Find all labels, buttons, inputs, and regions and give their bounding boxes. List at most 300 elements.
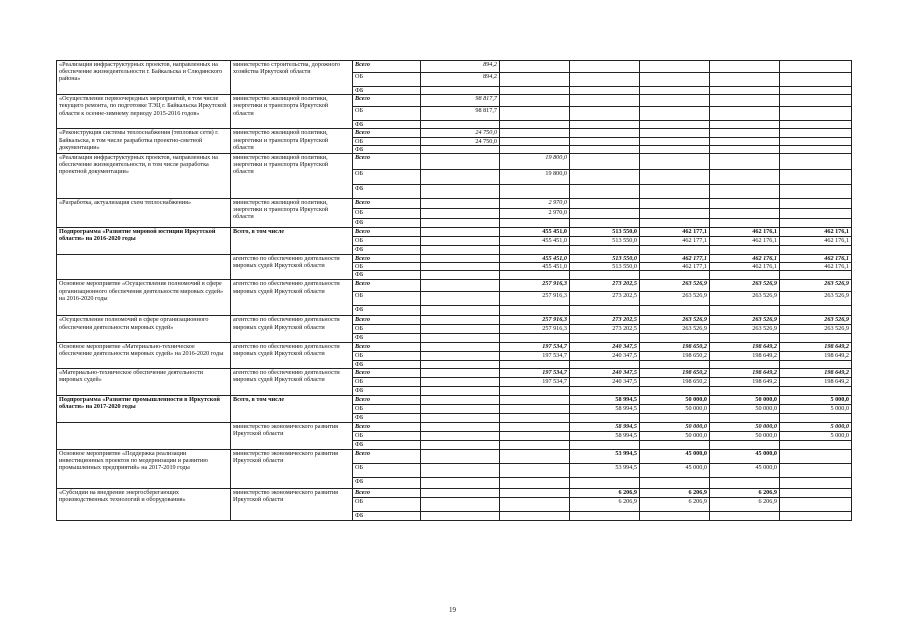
- amount-cell: [421, 154, 500, 170]
- funding-source-cell: Всего: [353, 342, 421, 351]
- amount-cell: [710, 145, 780, 153]
- amount-cell: 6 206,9: [710, 497, 780, 511]
- funding-source-cell: ОБ: [353, 377, 421, 386]
- funding-source-cell: Всего: [353, 199, 421, 209]
- amount-cell: [780, 209, 852, 219]
- event-name-cell: «Разработка, актуализация схем теплоснабжения»: [57, 199, 231, 228]
- amount-cell: 53 994,5: [570, 449, 640, 463]
- amount-cell: [421, 497, 500, 511]
- executor-cell: министерство жилищной политики, энергетики и транспорта Иркутской области: [231, 95, 353, 129]
- funding-source-cell: ОБ: [353, 73, 421, 87]
- amount-cell: [500, 431, 570, 440]
- amount-cell: [570, 61, 640, 73]
- amount-cell: [710, 477, 780, 488]
- event-name-cell: «Субсидии на внедрение энергосберегающих производственных технологий и оборудования»: [57, 488, 231, 520]
- funding-source-cell: Всего: [353, 95, 421, 107]
- amount-cell: [421, 377, 500, 386]
- amount-cell: [500, 497, 570, 511]
- amount-cell: [500, 395, 570, 404]
- amount-cell: [421, 351, 500, 360]
- amount-cell: 58 994,5: [570, 395, 640, 404]
- amount-cell: 263 526,9: [780, 316, 852, 325]
- amount-cell: [500, 246, 570, 255]
- event-name-cell: Основное мероприятие «Осуществление полномочий в сфере организационного обеспечения деятельности мировых судей» на 2016-2020 годы: [57, 280, 231, 316]
- event-name-cell: «Реализация инфраструктурных проектов, направленных на обеспечение жизнедеятельности г. Байкальска и Слюдянского района»: [57, 61, 231, 95]
- amount-cell: 263 526,9: [640, 325, 710, 334]
- amount-cell: [710, 129, 780, 137]
- amount-cell: [640, 170, 710, 185]
- executor-cell: министерство жилищной политики, энергетики и транспорта Иркутской области: [231, 129, 353, 154]
- amount-cell: [421, 237, 500, 246]
- amount-cell: [421, 316, 500, 325]
- amount-cell: 198 649,2: [710, 351, 780, 360]
- amount-cell: [500, 219, 570, 228]
- amount-cell: [500, 73, 570, 87]
- amount-cell: 198 650,2: [640, 377, 710, 386]
- amount-cell: [780, 306, 852, 316]
- table-row: [57, 316, 852, 325]
- executor-cell: министерство экономического развития Иркутской области: [231, 422, 353, 449]
- amount-cell: [421, 440, 500, 449]
- amount-cell: 50 000,0: [640, 395, 710, 404]
- amount-cell: 2 970,0: [500, 209, 570, 219]
- amount-cell: 45 000,0: [710, 463, 780, 477]
- amount-cell: 513 550,0: [570, 237, 640, 246]
- amount-cell: 45 000,0: [640, 449, 710, 463]
- event-name-cell: Основное мероприятие «Поддержка реализации инвестиционных проектов по модернизации и развитию промышленных предприятий» на 2017-2019 годы: [57, 449, 231, 488]
- amount-cell: [710, 219, 780, 228]
- amount-cell: [421, 368, 500, 377]
- amount-cell: 240 347,5: [570, 351, 640, 360]
- funding-source-cell: ОБ: [353, 431, 421, 440]
- funding-source-cell: Всего: [353, 488, 421, 497]
- amount-cell: [570, 95, 640, 107]
- amount-cell: 462 177,1: [640, 228, 710, 237]
- amount-cell: [500, 121, 570, 129]
- funding-source-cell: ФБ: [353, 306, 421, 316]
- amount-cell: [570, 246, 640, 255]
- amount-cell: [421, 342, 500, 351]
- amount-cell: 50 000,0: [710, 431, 780, 440]
- funding-source-cell: ОБ: [353, 263, 421, 271]
- amount-cell: [780, 87, 852, 95]
- amount-cell: [500, 95, 570, 107]
- amount-cell: [710, 334, 780, 342]
- amount-cell: [570, 199, 640, 209]
- amount-cell: 19 800,0: [500, 170, 570, 185]
- executor-cell: министерство экономического развития Иркутской области: [231, 449, 353, 488]
- amount-cell: 6 206,9: [570, 488, 640, 497]
- funding-source-cell: Всего: [353, 154, 421, 170]
- amount-cell: [500, 145, 570, 153]
- amount-cell: 50 000,0: [640, 431, 710, 440]
- amount-cell: [710, 360, 780, 368]
- amount-cell: 98 817,7: [421, 95, 500, 107]
- amount-cell: [780, 61, 852, 73]
- amount-cell: 5 000,0: [780, 404, 852, 413]
- event-name-cell: «Реализация инфраструктурных проектов, направленных на обеспечение жизнедеятельности, в том числе разработка проектной документации»: [57, 154, 231, 199]
- amount-cell: [500, 107, 570, 121]
- amount-cell: [500, 87, 570, 95]
- amount-cell: [500, 463, 570, 477]
- amount-cell: [570, 121, 640, 129]
- funding-source-cell: ФБ: [353, 121, 421, 129]
- amount-cell: [500, 306, 570, 316]
- funding-source-cell: Всего: [353, 61, 421, 73]
- amount-cell: [421, 292, 500, 306]
- amount-cell: [780, 154, 852, 170]
- table-row: [57, 199, 852, 209]
- amount-cell: [640, 413, 710, 422]
- amount-cell: [421, 280, 500, 292]
- amount-cell: [500, 271, 570, 280]
- amount-cell: [640, 477, 710, 488]
- table-row: [57, 342, 852, 351]
- amount-cell: 513 550,0: [570, 228, 640, 237]
- event-name-cell: «Осуществление первоочередных мероприятий, в том числе текущего ремонта, по подготовке ТЭЦ г. Байкальска Иркутской области к осенне-зимнему периоду 2015-2016 годов»: [57, 95, 231, 129]
- amount-cell: [710, 246, 780, 255]
- funding-source-cell: ФБ: [353, 87, 421, 95]
- funding-source-cell: Всего: [353, 422, 421, 431]
- executor-cell: Всего, в том числе: [231, 228, 353, 255]
- funding-source-cell: ФБ: [353, 271, 421, 280]
- amount-cell: 197 534,7: [500, 377, 570, 386]
- funding-source-cell: Всего: [353, 228, 421, 237]
- amount-cell: 198 650,2: [640, 368, 710, 377]
- amount-cell: [421, 422, 500, 431]
- amount-cell: [421, 199, 500, 209]
- amount-cell: [640, 61, 710, 73]
- amount-cell: 455 451,0: [500, 237, 570, 246]
- funding-source-cell: ОБ: [353, 107, 421, 121]
- amount-cell: [500, 61, 570, 73]
- amount-cell: [570, 137, 640, 145]
- amount-cell: 894,2: [421, 73, 500, 87]
- amount-cell: [421, 360, 500, 368]
- amount-cell: 513 550,0: [570, 263, 640, 271]
- amount-cell: [640, 73, 710, 87]
- amount-cell: [421, 228, 500, 237]
- amount-cell: [780, 386, 852, 395]
- amount-cell: [710, 107, 780, 121]
- amount-cell: 273 202,5: [570, 280, 640, 292]
- amount-cell: 197 534,7: [500, 368, 570, 377]
- amount-cell: [780, 334, 852, 342]
- executor-cell: министерство жилищной политики, энергетики и транспорта Иркутской области: [231, 199, 353, 228]
- amount-cell: 462 176,1: [780, 263, 852, 271]
- amount-cell: 263 526,9: [710, 325, 780, 334]
- amount-cell: 240 347,5: [570, 368, 640, 377]
- amount-cell: [710, 137, 780, 145]
- amount-cell: [640, 145, 710, 153]
- event-name-cell: Подпрограмма «Развитие промышленности в Иркутской области» на 2017-2020 годы: [57, 395, 231, 422]
- amount-cell: 455 451,0: [500, 228, 570, 237]
- amount-cell: [640, 360, 710, 368]
- amount-cell: 50 000,0: [710, 395, 780, 404]
- amount-cell: [500, 413, 570, 422]
- amount-cell: [710, 413, 780, 422]
- amount-cell: [780, 107, 852, 121]
- page-number: 19: [449, 606, 456, 614]
- amount-cell: 198 649,2: [710, 368, 780, 377]
- amount-cell: 5 000,0: [780, 422, 852, 431]
- amount-cell: [780, 121, 852, 129]
- amount-cell: 273 202,5: [570, 292, 640, 306]
- executor-cell: агентство по обеспечению деятельности мировых судей Иркутской области: [231, 368, 353, 395]
- amount-cell: [710, 185, 780, 199]
- amount-cell: 58 994,5: [570, 404, 640, 413]
- table-row: [57, 280, 852, 292]
- amount-cell: [710, 209, 780, 219]
- event-name-cell: Основное мероприятие «Материально-техническое обеспечение деятельности мировых судей» на 2016-2020 годы: [57, 342, 231, 368]
- event-name-cell: [57, 255, 231, 280]
- amount-cell: 197 534,7: [500, 342, 570, 351]
- amount-cell: 50 000,0: [640, 422, 710, 431]
- amount-cell: [640, 306, 710, 316]
- amount-cell: [710, 154, 780, 170]
- amount-cell: [640, 440, 710, 449]
- amount-cell: [570, 360, 640, 368]
- table-row: [57, 228, 852, 237]
- amount-cell: [640, 137, 710, 145]
- amount-cell: [421, 325, 500, 334]
- amount-cell: [421, 219, 500, 228]
- amount-cell: 198 649,2: [780, 342, 852, 351]
- funding-source-cell: ФБ: [353, 334, 421, 342]
- amount-cell: [640, 185, 710, 199]
- amount-cell: [500, 488, 570, 497]
- funding-source-cell: Всего: [353, 368, 421, 377]
- amount-cell: 462 177,1: [640, 263, 710, 271]
- budget-table: [56, 60, 852, 521]
- funding-source-cell: ОБ: [353, 237, 421, 246]
- amount-cell: [710, 440, 780, 449]
- amount-cell: [780, 170, 852, 185]
- table-row: [57, 154, 852, 170]
- amount-cell: 45 000,0: [710, 449, 780, 463]
- amount-cell: [570, 87, 640, 95]
- amount-cell: [421, 209, 500, 219]
- amount-cell: 6 206,9: [640, 488, 710, 497]
- amount-cell: 198 649,2: [780, 368, 852, 377]
- amount-cell: [780, 129, 852, 137]
- amount-cell: 462 176,1: [780, 237, 852, 246]
- amount-cell: 263 526,9: [710, 316, 780, 325]
- amount-cell: 50 000,0: [640, 404, 710, 413]
- amount-cell: [780, 440, 852, 449]
- amount-cell: 462 177,1: [640, 255, 710, 263]
- amount-cell: [421, 185, 500, 199]
- funding-source-cell: Всего: [353, 449, 421, 463]
- event-name-cell: [57, 422, 231, 449]
- amount-cell: [421, 145, 500, 153]
- amount-cell: [640, 87, 710, 95]
- amount-cell: [710, 306, 780, 316]
- amount-cell: [500, 137, 570, 145]
- amount-cell: 240 347,5: [570, 377, 640, 386]
- amount-cell: [780, 449, 852, 463]
- amount-cell: [421, 263, 500, 271]
- amount-cell: [710, 61, 780, 73]
- amount-cell: 45 000,0: [640, 463, 710, 477]
- amount-cell: [570, 170, 640, 185]
- amount-cell: [421, 386, 500, 395]
- amount-cell: [421, 477, 500, 488]
- amount-cell: [710, 271, 780, 280]
- funding-source-cell: ОБ: [353, 137, 421, 145]
- amount-cell: [570, 306, 640, 316]
- amount-cell: [570, 219, 640, 228]
- amount-cell: [780, 413, 852, 422]
- amount-cell: 98 817,7: [421, 107, 500, 121]
- amount-cell: 455 451,0: [500, 263, 570, 271]
- amount-cell: [570, 477, 640, 488]
- amount-cell: [421, 121, 500, 129]
- amount-cell: 263 526,9: [710, 280, 780, 292]
- table-row: [57, 368, 852, 377]
- amount-cell: [640, 209, 710, 219]
- amount-cell: [780, 246, 852, 255]
- amount-cell: 24 750,0: [421, 137, 500, 145]
- amount-cell: [570, 386, 640, 395]
- amount-cell: [780, 219, 852, 228]
- amount-cell: [570, 129, 640, 137]
- amount-cell: [710, 199, 780, 209]
- funding-source-cell: Всего: [353, 395, 421, 404]
- amount-cell: [421, 271, 500, 280]
- funding-source-cell: ОБ: [353, 463, 421, 477]
- amount-cell: [780, 477, 852, 488]
- amount-cell: 6 206,9: [710, 488, 780, 497]
- funding-source-cell: Всего: [353, 129, 421, 137]
- amount-cell: [780, 185, 852, 199]
- amount-cell: 263 526,9: [640, 316, 710, 325]
- amount-cell: 6 206,9: [640, 497, 710, 511]
- executor-cell: министерство жилищной политики, энергетики и транспорта Иркутской области: [231, 154, 353, 199]
- amount-cell: 198 650,2: [640, 351, 710, 360]
- amount-cell: [570, 107, 640, 121]
- amount-cell: [640, 246, 710, 255]
- event-name-cell: «Осуществление полномочий в сфере организационного обеспечения деятельности мировых судей»: [57, 316, 231, 342]
- amount-cell: [421, 246, 500, 255]
- amount-cell: 513 550,0: [570, 255, 640, 263]
- amount-cell: 462 176,1: [710, 228, 780, 237]
- amount-cell: [640, 271, 710, 280]
- amount-cell: [421, 395, 500, 404]
- amount-cell: 5 000,0: [780, 395, 852, 404]
- amount-cell: [710, 87, 780, 95]
- amount-cell: [780, 463, 852, 477]
- amount-cell: [710, 386, 780, 395]
- amount-cell: 257 916,3: [500, 316, 570, 325]
- amount-cell: 462 176,1: [710, 255, 780, 263]
- amount-cell: [640, 107, 710, 121]
- amount-cell: 50 000,0: [710, 404, 780, 413]
- table-row: [57, 61, 852, 73]
- executor-cell: министерство экономического развития Иркутской области: [231, 488, 353, 520]
- funding-source-cell: ОБ: [353, 351, 421, 360]
- funding-source-cell: ОБ: [353, 292, 421, 306]
- amount-cell: [640, 129, 710, 137]
- amount-cell: [500, 185, 570, 199]
- executor-cell: агентство по обеспечению деятельности мировых судей Иркутской области: [231, 316, 353, 342]
- amount-cell: 197 534,7: [500, 351, 570, 360]
- table-row: [57, 422, 852, 431]
- amount-cell: [780, 511, 852, 520]
- amount-cell: 5 000,0: [780, 431, 852, 440]
- funding-source-cell: ФБ: [353, 477, 421, 488]
- amount-cell: [500, 511, 570, 520]
- amount-cell: 263 526,9: [780, 292, 852, 306]
- amount-cell: [421, 334, 500, 342]
- funding-source-cell: ФБ: [353, 145, 421, 153]
- funding-source-cell: ФБ: [353, 413, 421, 422]
- table-row: [57, 449, 852, 463]
- amount-cell: [780, 271, 852, 280]
- amount-cell: 462 176,1: [710, 263, 780, 271]
- amount-cell: 462 177,1: [640, 237, 710, 246]
- amount-cell: 257 916,3: [500, 325, 570, 334]
- amount-cell: [640, 511, 710, 520]
- amount-cell: 462 176,1: [780, 228, 852, 237]
- amount-cell: [570, 145, 640, 153]
- amount-cell: 263 526,9: [640, 292, 710, 306]
- amount-cell: [710, 73, 780, 87]
- funding-source-cell: Всего: [353, 280, 421, 292]
- amount-cell: [640, 219, 710, 228]
- amount-cell: 455 451,0: [500, 255, 570, 263]
- funding-source-cell: ОБ: [353, 404, 421, 413]
- funding-source-cell: Всего: [353, 255, 421, 263]
- amount-cell: 53 994,5: [570, 463, 640, 477]
- funding-source-cell: ФБ: [353, 511, 421, 520]
- amount-cell: [421, 511, 500, 520]
- amount-cell: 6 206,9: [570, 497, 640, 511]
- amount-cell: [780, 360, 852, 368]
- amount-cell: [570, 334, 640, 342]
- amount-cell: [421, 170, 500, 185]
- amount-cell: [570, 185, 640, 199]
- event-name-cell: Подпрограмма «Развитие мировой юстиции Иркутской области» на 2016-2020 годы: [57, 228, 231, 255]
- amount-cell: [710, 511, 780, 520]
- table-row: [57, 395, 852, 404]
- amount-cell: [421, 306, 500, 316]
- amount-cell: [570, 73, 640, 87]
- amount-cell: [500, 422, 570, 431]
- funding-source-cell: ФБ: [353, 219, 421, 228]
- amount-cell: 273 202,5: [570, 316, 640, 325]
- amount-cell: 263 526,9: [780, 325, 852, 334]
- amount-cell: [570, 511, 640, 520]
- amount-cell: [570, 271, 640, 280]
- amount-cell: 273 202,5: [570, 325, 640, 334]
- amount-cell: 257 916,3: [500, 280, 570, 292]
- funding-source-cell: ОБ: [353, 325, 421, 334]
- amount-cell: 263 526,9: [710, 292, 780, 306]
- amount-cell: [640, 386, 710, 395]
- amount-cell: 263 526,9: [780, 280, 852, 292]
- executor-cell: агентство по обеспечению деятельности мировых судей Иркутской области: [231, 280, 353, 316]
- table-row: [57, 129, 852, 137]
- amount-cell: 894,2: [421, 61, 500, 73]
- amount-cell: 50 000,0: [710, 422, 780, 431]
- amount-cell: 198 649,2: [780, 377, 852, 386]
- amount-cell: [710, 95, 780, 107]
- amount-cell: [500, 386, 570, 395]
- amount-cell: [421, 449, 500, 463]
- executor-cell: агентство по обеспечению деятельности мировых судей Иркутской области: [231, 342, 353, 368]
- amount-cell: 240 347,5: [570, 342, 640, 351]
